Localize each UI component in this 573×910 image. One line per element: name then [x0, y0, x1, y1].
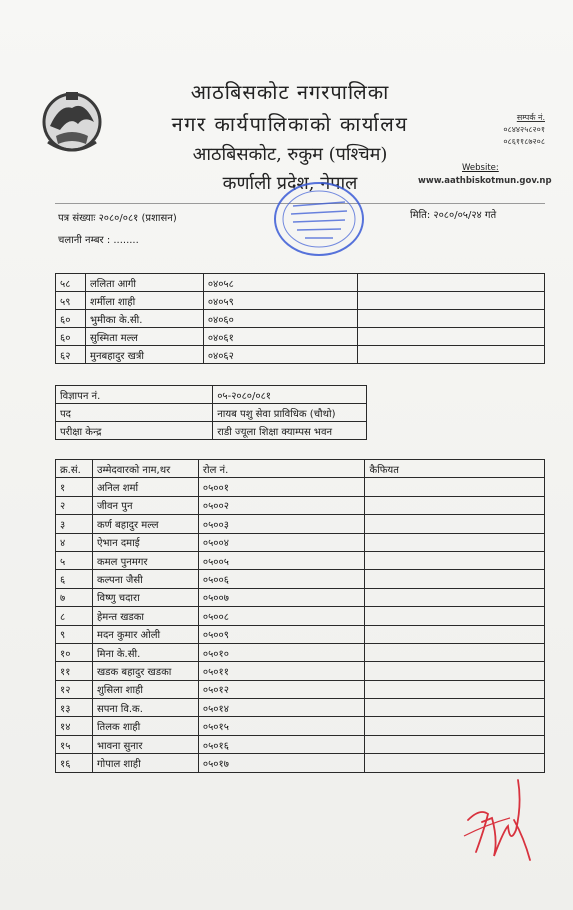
- continuation-table: [55, 273, 545, 364]
- table-row-sn: ६: [56, 570, 93, 588]
- table-row-remarks: [365, 551, 545, 569]
- table-row-roll: ०५००२: [198, 496, 365, 514]
- table-row: [56, 310, 545, 328]
- table-row-sn: ५: [56, 551, 93, 569]
- table-row-remarks: [365, 699, 545, 717]
- table-row: [56, 717, 545, 735]
- table-row-sn: ६२: [56, 346, 86, 364]
- table-row-remarks: [358, 346, 545, 364]
- table-row: [56, 515, 545, 533]
- table-row-name: मुनबहादुर खत्री: [85, 346, 203, 364]
- table-row-sn: ५८: [56, 274, 86, 292]
- table-row-roll: ०४०६०: [203, 310, 358, 328]
- table-row-roll: ०५००८: [198, 607, 365, 625]
- table-row-roll: ०४०५९: [203, 292, 358, 310]
- contact-block: [415, 112, 545, 148]
- table-row-sn: १२: [56, 680, 93, 698]
- table-row-roll: ०४०६२: [203, 346, 358, 364]
- government-emblem-icon: [40, 86, 104, 156]
- table-row-sn: १५: [56, 735, 93, 753]
- candidate-table: [55, 459, 545, 773]
- header-serial: क्र.सं.: [56, 460, 93, 478]
- letter-ref-number: पत्र संख्याः २०८०/०८१ (प्रशासन): [58, 213, 177, 224]
- org-name-line2: नगर कार्यपालिकाको कार्यालय: [171, 112, 409, 136]
- table-row-roll: ०५०१०: [198, 643, 365, 661]
- table-row-name: गोपाल शाही: [92, 754, 198, 772]
- table-row-roll: ०४०६१: [203, 328, 358, 346]
- table-row: [56, 292, 545, 310]
- table-row-remarks: [365, 533, 545, 551]
- header-remarks: कैफियत: [365, 460, 545, 478]
- table-row-roll: ०५००३: [198, 515, 365, 533]
- table-row: [56, 478, 545, 496]
- info-row: [56, 422, 367, 440]
- website-label: Website:: [462, 163, 499, 173]
- table-row-roll: ०५००६: [198, 570, 365, 588]
- table-row-sn: ३: [56, 515, 93, 533]
- org-address-line: आठबिसकोट, रुकुम (पश्चिम): [192, 144, 388, 165]
- table-row-remarks: [365, 515, 545, 533]
- table-row-sn: २: [56, 496, 93, 514]
- table-row-roll: ०५००९: [198, 625, 365, 643]
- table-row-remarks: [365, 717, 545, 735]
- table-row: [56, 735, 545, 753]
- table-row-name: कर्ण बहादुर मल्ल: [92, 515, 198, 533]
- table-row-name: भुमीका के.सी.: [85, 310, 203, 328]
- org-province-line: कर्णाली प्रदेश, नेपाल: [222, 173, 358, 194]
- table-row-remarks: [358, 274, 545, 292]
- table-row-roll: ०५०११: [198, 662, 365, 680]
- table-row-name: हेमन्त खडका: [92, 607, 198, 625]
- info-row-label: परीक्षा केन्द्र: [56, 422, 213, 440]
- phone-2: ०८६११८७२०८: [503, 137, 545, 146]
- info-row-label: पद: [56, 404, 213, 422]
- table-row-name: मदन कुमार ओली: [92, 625, 198, 643]
- info-row-value: नायब पशु सेवा प्राविधिक (चौथो): [213, 404, 367, 422]
- table-row: [56, 274, 545, 292]
- table-row: [56, 680, 545, 698]
- header-name: उम्मेदवारको नाम,थर: [92, 460, 198, 478]
- table-row-sn: ९: [56, 625, 93, 643]
- info-row: [56, 386, 367, 404]
- table-row-roll: ०४०५८: [203, 274, 358, 292]
- table-header-row: [56, 460, 545, 478]
- table-row-remarks: [358, 292, 545, 310]
- table-row-roll: ०५०१५: [198, 717, 365, 735]
- advertisement-info-table: [55, 385, 367, 440]
- table-row-roll: ०५०१६: [198, 735, 365, 753]
- org-name-line1: आठबिसकोट नगरपालिका: [190, 80, 390, 104]
- table-row-sn: ७: [56, 588, 93, 606]
- signature-icon: [458, 760, 538, 870]
- table-row-sn: ११: [56, 662, 93, 680]
- table-row-remarks: [365, 643, 545, 661]
- table-row-remarks: [358, 310, 545, 328]
- table-row-name: कमल पुनमगर: [92, 551, 198, 569]
- table-row-remarks: [358, 328, 545, 346]
- table-row-name: खडक बहादुर खडका: [92, 662, 198, 680]
- table-row-sn: १६: [56, 754, 93, 772]
- phone-1: ०८४४२५८२०१: [503, 125, 545, 134]
- table-row-name: कल्पना जैसी: [92, 570, 198, 588]
- official-stamp-icon: [271, 178, 367, 260]
- table-row-name: विष्णु चदारा: [92, 588, 198, 606]
- table-row-sn: ४: [56, 533, 93, 551]
- table-row-remarks: [365, 496, 545, 514]
- table-row-name: शुसिला शाही: [92, 680, 198, 698]
- table-row: [56, 699, 545, 717]
- table-row-name: मिना के.सी.: [92, 643, 198, 661]
- table-row: [56, 551, 545, 569]
- table-row: [56, 662, 545, 680]
- table-row-roll: ०५००५: [198, 551, 365, 569]
- table-row-remarks: [365, 607, 545, 625]
- table-row-name: तिलक शाही: [92, 717, 198, 735]
- header-roll: रोल नं.: [198, 460, 365, 478]
- table-row-remarks: [365, 680, 545, 698]
- table-row-remarks: [365, 588, 545, 606]
- table-row-remarks: [365, 625, 545, 643]
- table-row-sn: ६०: [56, 328, 86, 346]
- table-row-remarks: [365, 662, 545, 680]
- letter-date: मिति: २०८०/०५/२४ गते: [410, 210, 497, 221]
- table-row-sn: १३: [56, 699, 93, 717]
- table-row: [56, 496, 545, 514]
- info-row-value: राडी ज्यूला शिक्षा क्याम्पस भवन: [213, 422, 367, 440]
- table-row: [56, 643, 545, 661]
- table-row-sn: ६०: [56, 310, 86, 328]
- dispatch-number: चलानी नम्बर : ........: [58, 235, 139, 246]
- table-row-sn: १: [56, 478, 93, 496]
- info-row-label: विज्ञापन नं.: [56, 386, 213, 404]
- table-row-roll: ०५००४: [198, 533, 365, 551]
- table-row: [56, 607, 545, 625]
- table-row: [56, 328, 545, 346]
- table-row-name: ललिता आगी: [85, 274, 203, 292]
- table-row-roll: ०५०१२: [198, 680, 365, 698]
- table-row: [56, 588, 545, 606]
- table-row-sn: ८: [56, 607, 93, 625]
- table-row-name: भावना सुनार: [92, 735, 198, 753]
- table-row-name: सुस्मिता मल्ल: [85, 328, 203, 346]
- table-row: [56, 346, 545, 364]
- website-url: www.aathbiskotmun.gov.np: [418, 176, 552, 186]
- table-row-remarks: [365, 570, 545, 588]
- table-row-remarks: [365, 735, 545, 753]
- table-row-remarks: [365, 478, 545, 496]
- table-row-roll: ०५००१: [198, 478, 365, 496]
- info-row-value: ०५-२०८०/०८१: [213, 386, 367, 404]
- table-row-name: अनिल शर्मा: [92, 478, 198, 496]
- table-row-name: शर्मीला शाही: [85, 292, 203, 310]
- contact-label: सम्पर्क नं.: [516, 113, 545, 122]
- table-row-name: जीवन पुन: [92, 496, 198, 514]
- info-row: [56, 404, 367, 422]
- table-row-roll: ०५००७: [198, 588, 365, 606]
- table-row-sn: १०: [56, 643, 93, 661]
- table-row-name: ऐभान दमाई: [92, 533, 198, 551]
- table-row: [56, 570, 545, 588]
- table-row-name: सपना वि.क.: [92, 699, 198, 717]
- table-row: [56, 625, 545, 643]
- table-row-sn: ५९: [56, 292, 86, 310]
- table-row-roll: ०५०१७: [198, 754, 365, 772]
- table-row-sn: १४: [56, 717, 93, 735]
- table-row: [56, 533, 545, 551]
- table-row-roll: ०५०१४: [198, 699, 365, 717]
